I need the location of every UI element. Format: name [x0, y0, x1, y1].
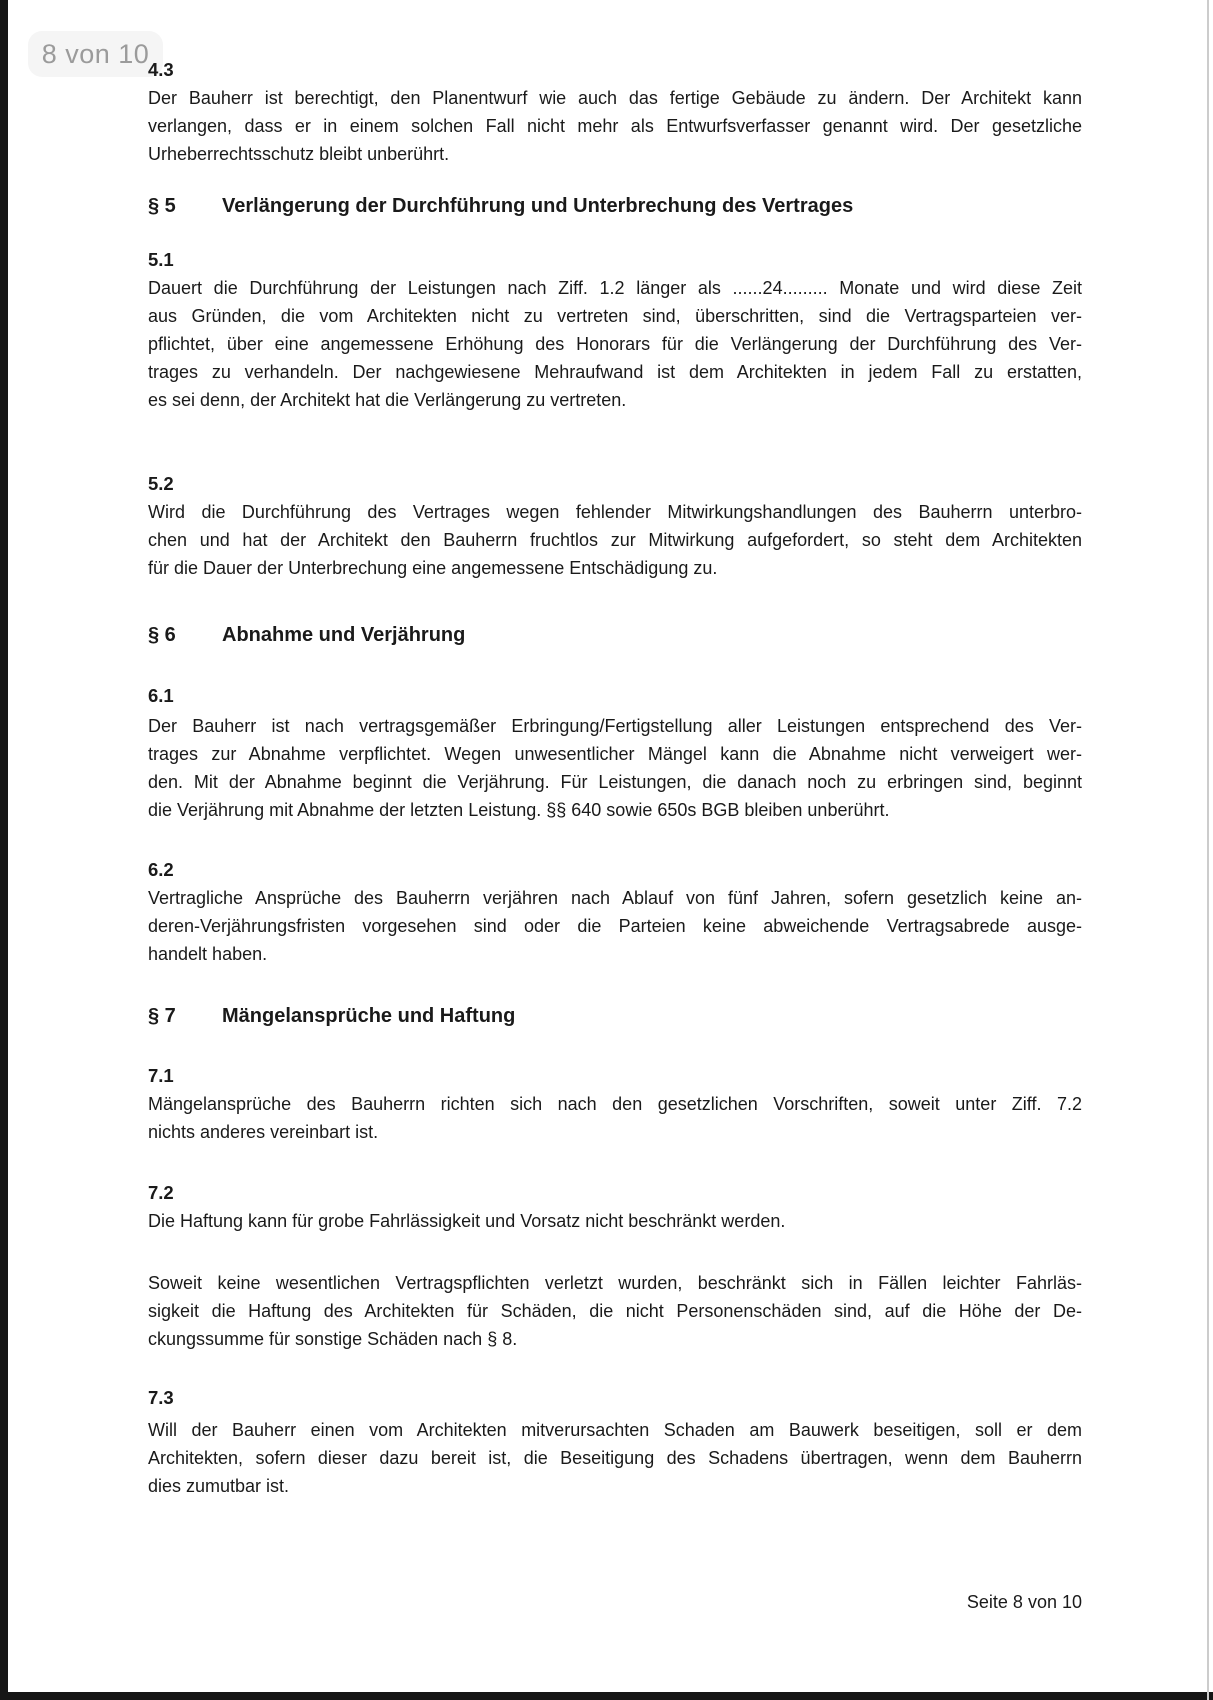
text-line: Architekten, sofern dieser dazu bereit ist, die Beseitigung des Schadens übertragen, wenn dem Bauherrn: [148, 1448, 1082, 1468]
heading-5-2: 5.2: [148, 473, 174, 494]
text-line: Mängelansprüche des Bauherrn richten sich nach den gesetzlichen Vorschriften, soweit unter Ziff. 7.2: [148, 1094, 1082, 1114]
text-line: verlangen, dass er in einem solchen Fall nicht mehr als Entwurfsverfasser genannt wird. Der gesetzliche: [148, 116, 1082, 136]
text-line: Dauert die Durchführung der Leistungen nach Ziff. 1.2 länger als ......24......... Monate und wird diese Zeit: [148, 278, 1082, 298]
text-line: ckungssumme für sonstige Schäden nach § 8.: [148, 1329, 518, 1349]
heading-6-1: 6.1: [148, 685, 174, 706]
page-edge-bottom-bar: [0, 1692, 1213, 1700]
text-line: Der Bauherr ist berechtigt, den Planentwurf wie auch das fertige Gebäude zu ändern. Der Architekt kann: [148, 88, 1082, 108]
section-5-number: § 5: [148, 195, 176, 217]
text-line: trages zu verhandeln. Der nachgewiesene Mehraufwand ist dem Architekten in jedem Fall zu erstatten,: [148, 362, 1082, 382]
section-6-title: Abnahme und Verjährung: [222, 624, 466, 646]
text-line: sigkeit die Haftung des Architekten für Schäden, die nicht Personenschäden sind, auf die Höhe der De-: [148, 1301, 1082, 1321]
paragraph-7-3: [148, 1416, 1082, 1500]
paragraph-5-1: [148, 274, 1082, 414]
section-5-title: Verlängerung der Durchführung und Unterbrechung des Vertrages: [222, 195, 854, 217]
paragraph-7-2-a: [148, 1207, 1082, 1235]
text-line: Wird die Durchführung des Vertrages wegen fehlender Mitwirkungshandlungen des Bauherrn unterbro-: [148, 502, 1082, 522]
text-line: aus Gründen, die vom Architekten nicht zu vertreten sind, überschritten, sind die Vertragsparteien ver-: [148, 306, 1082, 326]
text-line: Soweit keine wesentlichen Vertragspflichten verletzt wurden, beschränkt sich in Fällen leichter Fahrläs-: [148, 1273, 1082, 1293]
paragraph-4-3: [148, 84, 1082, 168]
text-line: es sei denn, der Architekt hat die Verlängerung zu vertreten.: [148, 390, 627, 410]
heading-6-2: 6.2: [148, 859, 174, 880]
text-line: Vertragliche Ansprüche des Bauherrn verjähren nach Ablauf von fünf Jahren, sofern gesetzlich keine an-: [148, 888, 1082, 908]
page-indicator-badge: 8 von 10: [28, 31, 163, 77]
text-line: die Verjährung mit Abnahme der letzten Leistung. §§ 640 sowie 650s BGB bleiben unberührt.: [148, 800, 890, 820]
page-edge-left-bar: [0, 0, 8, 1700]
text-line: handelt haben.: [148, 944, 268, 964]
paragraph-5-2: [148, 498, 1082, 582]
heading-5-1: 5.1: [148, 249, 174, 270]
text-line: Der Bauherr ist nach vertragsgemäßer Erbringung/Fertigstellung aller Leistungen entsprechend des Ver-: [148, 716, 1082, 736]
heading-7-3: 7.3: [148, 1387, 174, 1408]
text-line: nichts anderes vereinbart ist.: [148, 1122, 379, 1142]
heading-7-1: 7.1: [148, 1065, 174, 1086]
text-line: den. Mit der Abnahme beginnt die Verjährung. Für Leistungen, die danach noch zu erbringen sind, beginnt: [148, 772, 1082, 792]
paragraph-7-1: [148, 1090, 1082, 1146]
text-line: chen und hat der Architekt den Bauherrn fruchtlos zur Mitwirkung aufgefordert, so steht dem Architekten: [148, 530, 1082, 550]
text-line: für die Dauer der Unterbrechung eine angemessene Entschädigung zu.: [148, 558, 718, 578]
heading-4-3: 4.3: [148, 59, 174, 80]
page-edge-right-line: [1207, 0, 1209, 1700]
text-line: Will der Bauherr einen vom Architekten mitverursachten Schaden am Bauwerk beseitigen, soll er dem: [148, 1420, 1082, 1440]
text-line: deren-Verjährungsfristen vorgesehen sind oder die Parteien keine abweichende Vertragsabrede ausge-: [148, 916, 1082, 936]
text-line: dies zumutbar ist.: [148, 1476, 290, 1496]
section-5-heading: [148, 192, 1082, 220]
text-line: trages zur Abnahme verpflichtet. Wegen unwesentlicher Mängel kann die Abnahme nicht verweigert wer-: [148, 744, 1082, 764]
section-7-title: Mängelansprüche und Haftung: [222, 1005, 516, 1027]
text-line: Urheberrechtsschutz bleibt unberührt.: [148, 144, 450, 164]
paragraph-7-2-b: [148, 1269, 1082, 1353]
text-line: pflichtet, über eine angemessene Erhöhung des Honorars für die Verlängerung der Durchführung des Ver-: [148, 334, 1082, 354]
section-6-heading: [148, 621, 1082, 649]
paragraph-6-2: [148, 884, 1082, 968]
section-7-number: § 7: [148, 1005, 176, 1027]
section-7-heading: [148, 1002, 1082, 1030]
heading-7-2: 7.2: [148, 1182, 174, 1203]
page-footer-number: Seite 8 von 10: [966, 1592, 1082, 1612]
section-6-number: § 6: [148, 624, 176, 646]
text-line: Die Haftung kann für grobe Fahrlässigkeit und Vorsatz nicht beschränkt werden.: [148, 1211, 786, 1231]
paragraph-6-1: [148, 712, 1082, 824]
